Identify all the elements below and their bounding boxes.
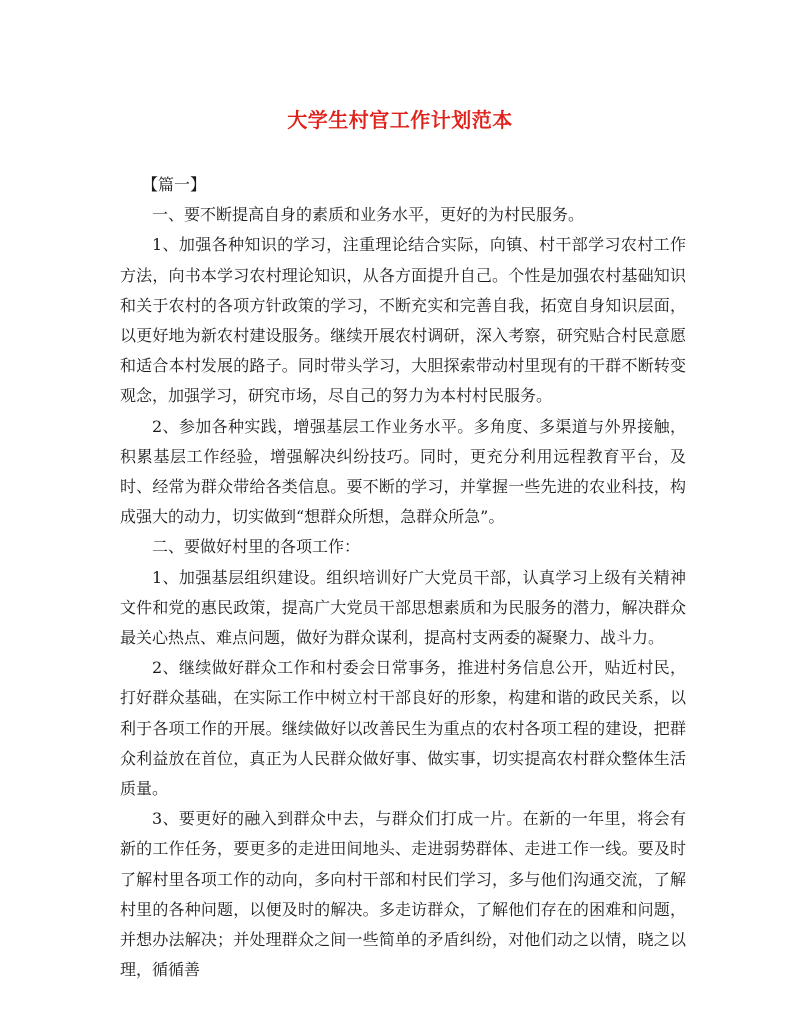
document-body	[120, 170, 686, 985]
paragraph: 1、加强各种知识的学习，注重理论结合实际，向镇、村干部学习农村工作方法，向书本学习农村理论知识，从各方面提升自己。个性是加强农村基础知识和关于农村的各项方针政策的学习，不断充实和完善自我，拓宽自身知识层面，以更好地为新农村建设服务。继续开展农村调研，深入考察，研究贴合村民意愿和适合本村发展的路子。同时带头学习，大胆探索带动村里现有的干群不断转变观念，加强学习，研究市场，尽自己的努力为本村村民服务。	[120, 235, 686, 406]
paragraph: 2、继续做好群众工作和村委会日常事务，推进村务信息公开，贴近村民，打好群众基础，在实际工作中树立村干部良好的形象，构建和谐的政民关系，以利于各项工作的开展。继续做好以改善民生为重点的农村各项工程的建设，把群众利益放在首位，真正为人民群众做好事、做实事，切实提高农村群众整体生活质量。	[120, 658, 686, 799]
paragraph-heading-1: 一、要不断提高自身的素质和业务水平，更好的为村民服务。	[152, 205, 585, 225]
section-tag: 【篇一】	[142, 175, 207, 194]
paragraph: 3、要更好的融入到群众中去，与群众们打成一片。在新的一年里，将会有新的工作任务，要更多的走进田间地头、走进弱势群体、走进工作一线。要及时了解村里各项工作的动向，多向村干部和村民们学习，多与他们沟通交流，了解村里的各种问题，以便及时的解决。多走访群众，了解他们存在的困难和问题，并想办法解决；并处理群众之间一些简单的矛盾纠纷，对他们动之以情，晓之以理，循循善	[120, 809, 686, 980]
document-title: 大学生村官工作计划范本	[287, 108, 513, 132]
paragraph: 1、加强基层组织建设。组织培训好广大党员干部，认真学习上级有关精神文件和党的惠民政策，提高广大党员干部思想素质和为民服务的潜力，解决群众最关心热点、难点问题，做好为群众谋利，提高村支两委的凝聚力、战斗力。	[120, 567, 686, 648]
paragraph-heading-2: 二、要做好村里的各项工作：	[152, 537, 361, 557]
paragraph: 2、参加各种实践，增强基层工作业务水平。多角度、多渠道与外界接触，积累基层工作经验，增强解决纠纷技巧。同时，更充分利用远程教育平台，及时、经常为群众带给各类信息。要不断的学习，并掌握一些先进的农业科技，构成强大的动力，切实做到“想群众所想，急群众所急”。	[120, 416, 686, 527]
